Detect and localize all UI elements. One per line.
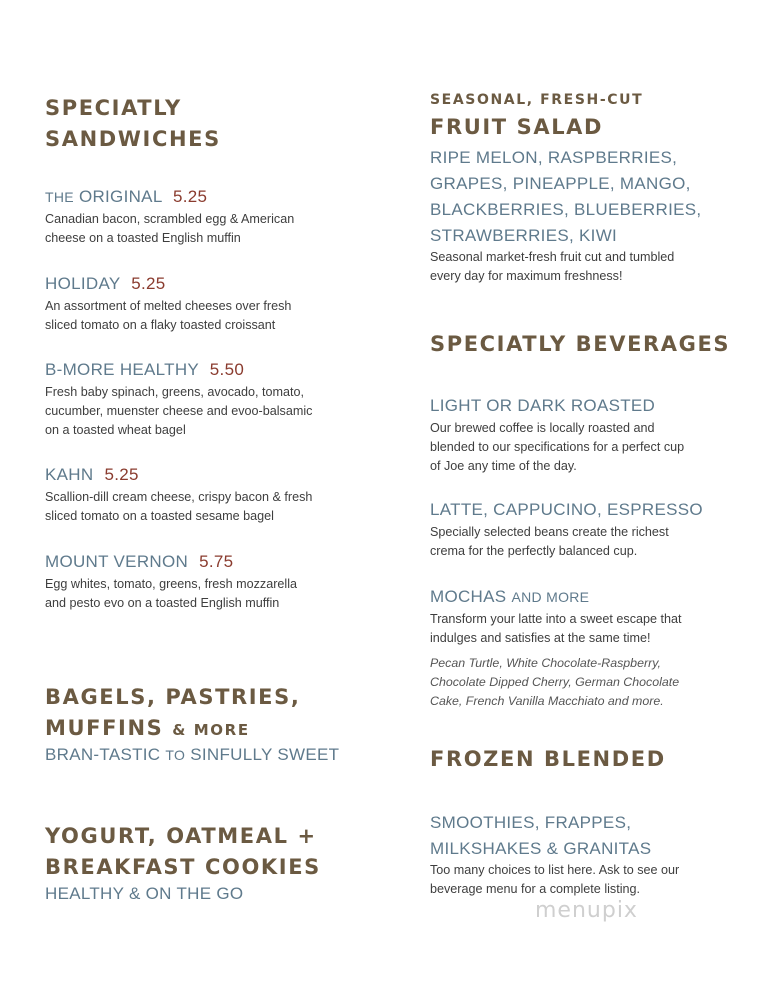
beverage-item-mochas <box>430 587 682 711</box>
beverage-item-roasted <box>430 396 684 476</box>
desc-line: Fresh baby spinach, greens, avocado, tomato, <box>45 385 305 399</box>
sandwiches-heading <box>45 93 221 155</box>
desc-line: Specially selected beans create the richest <box>430 525 669 539</box>
desc-line: crema for the perfectly balanced cup. <box>430 544 638 558</box>
desc-line: Egg whites, tomato, greens, fresh mozzarella <box>45 577 297 591</box>
bagels-heading <box>45 682 300 746</box>
desc-line: cucumber, muenster cheese and evoo-balsamic <box>45 404 313 418</box>
item-price: 5.50 <box>209 360 245 379</box>
item-name <box>45 465 312 485</box>
fruit-list-line: STRAWBERRIES, KIWI <box>430 226 618 245</box>
item-title: MOUNT VERNON <box>45 552 189 571</box>
item-price: 5.25 <box>131 274 166 293</box>
item-price: 5.25 <box>104 465 139 484</box>
desc-line: cheese on a toasted English muffin <box>45 231 241 245</box>
item-name <box>45 187 294 207</box>
item-title: HOLIDAY <box>45 274 121 293</box>
yogurt-heading-line2: BREAKFAST COOKIES <box>45 855 321 879</box>
fruit-list-line: GRAPES, PINEAPPLE, MANGO, <box>430 174 691 193</box>
item-description <box>45 383 312 440</box>
item-description <box>430 419 684 476</box>
sandwiches-heading-line1: SPECIATLY <box>45 96 182 120</box>
desc-line: An assortment of melted cheeses over fresh <box>45 299 292 313</box>
frozen-list-line: MILKSHAKES & GRANITAS <box>430 839 652 858</box>
desc-line: Transform your latte into a sweet escape that <box>430 612 682 626</box>
desc-line: and pesto evo on a toasted English muffin <box>45 596 280 610</box>
subline-part: SINFULLY SWEET <box>190 745 340 764</box>
item-name <box>45 360 312 380</box>
sandwiches-heading-line2: SANDWICHES <box>45 127 221 151</box>
desc-line: of Joe any time of the day. <box>430 459 577 473</box>
item-title: MOCHAS <box>430 587 507 606</box>
item-title: B-MORE HEALTHY <box>45 360 199 379</box>
fruit-heading: FRUIT SALAD <box>430 115 604 139</box>
item-description <box>430 523 703 561</box>
item-title: ORIGINAL <box>78 187 162 206</box>
item-description <box>45 210 294 248</box>
menu-item-holiday <box>45 274 291 335</box>
item-name <box>430 587 682 607</box>
item-price: 5.25 <box>172 187 208 206</box>
menu-item-original <box>45 187 294 248</box>
item-title: LIGHT OR DARK ROASTED <box>430 396 656 415</box>
bagels-heading-line2 <box>45 713 300 746</box>
fruit-list-line: RIPE MELON, RASPBERRIES, <box>430 148 678 167</box>
beverage-item-latte <box>430 500 703 561</box>
item-title-small: AND MORE <box>511 589 590 605</box>
yogurt-heading-line1: YOGURT, OATMEAL + <box>45 824 317 848</box>
frozen-heading: FROZEN BLENDED <box>430 747 666 771</box>
item-title: KAHN <box>45 465 94 484</box>
desc-line: Canadian bacon, scrambled egg & American <box>45 212 295 226</box>
item-name <box>45 274 291 294</box>
fruit-kicker: SEASONAL, FRESH-CUT <box>430 92 644 108</box>
menu-item-mount-vernon <box>45 552 297 613</box>
beverages-heading: SPECIATLY BEVERAGES <box>430 332 731 356</box>
desc-line: sliced tomato on a toasted sesame bagel <box>45 509 274 523</box>
item-prefix: THE <box>45 189 74 205</box>
menu-item-b-more-healthy <box>45 360 312 440</box>
desc-line: Too many choices to list here. Ask to see our <box>430 863 680 877</box>
desc-line: Seasonal market-fresh fruit cut and tumbled <box>430 250 675 264</box>
frozen-list-line: SMOOTHIES, FRAPPES, <box>430 813 632 832</box>
bagels-heading-small: & MORE <box>172 721 250 739</box>
bagels-heading-main: MUFFINS <box>45 716 164 740</box>
flavor-line: Pecan Turtle, White Chocolate-Raspberry, <box>430 656 661 670</box>
desc-line: Our brewed coffee is locally roasted and <box>430 421 655 435</box>
desc-line: beverage menu for a complete listing. <box>430 882 641 896</box>
fruit-description <box>430 248 674 286</box>
fruit-list <box>430 145 701 249</box>
fruit-list-line: BLACKBERRIES, BLUEBERRIES, <box>430 200 702 219</box>
item-description <box>45 297 291 335</box>
watermark: menupix <box>535 898 638 923</box>
item-name <box>45 552 297 572</box>
item-description <box>430 610 682 648</box>
desc-line: blended to our specifications for a perfect cup <box>430 440 685 454</box>
bagels-subline <box>45 745 339 765</box>
desc-line: sliced tomato on a flaky toasted croissant <box>45 318 276 332</box>
bagels-heading-line1: BAGELS, PASTRIES, <box>45 685 301 709</box>
flavor-line: Chocolate Dipped Cherry, German Chocolate <box>430 675 680 689</box>
subline-part: TO <box>165 747 186 763</box>
desc-line: every day for maximum freshness! <box>430 269 623 283</box>
item-title: LATTE, CAPPUCINO, ESPRESSO <box>430 500 703 519</box>
subline-part: BRAN-TASTIC <box>45 745 161 764</box>
item-price: 5.75 <box>199 552 234 571</box>
desc-line: Scallion-dill cream cheese, crispy bacon & fresh <box>45 490 313 504</box>
menu-item-kahn <box>45 465 312 526</box>
yogurt-subline: HEALTHY & ON THE GO <box>45 884 244 903</box>
desc-line: indulges and satisfies at the same time! <box>430 631 651 645</box>
desc-line: on a toasted wheat bagel <box>45 423 186 437</box>
flavor-list <box>430 654 682 711</box>
flavor-line: Cake, French Vanilla Macchiato and more. <box>430 694 664 708</box>
frozen-description <box>430 861 679 899</box>
item-description <box>45 575 297 613</box>
item-description <box>45 488 312 526</box>
frozen-list <box>430 810 651 862</box>
yogurt-heading <box>45 821 321 883</box>
